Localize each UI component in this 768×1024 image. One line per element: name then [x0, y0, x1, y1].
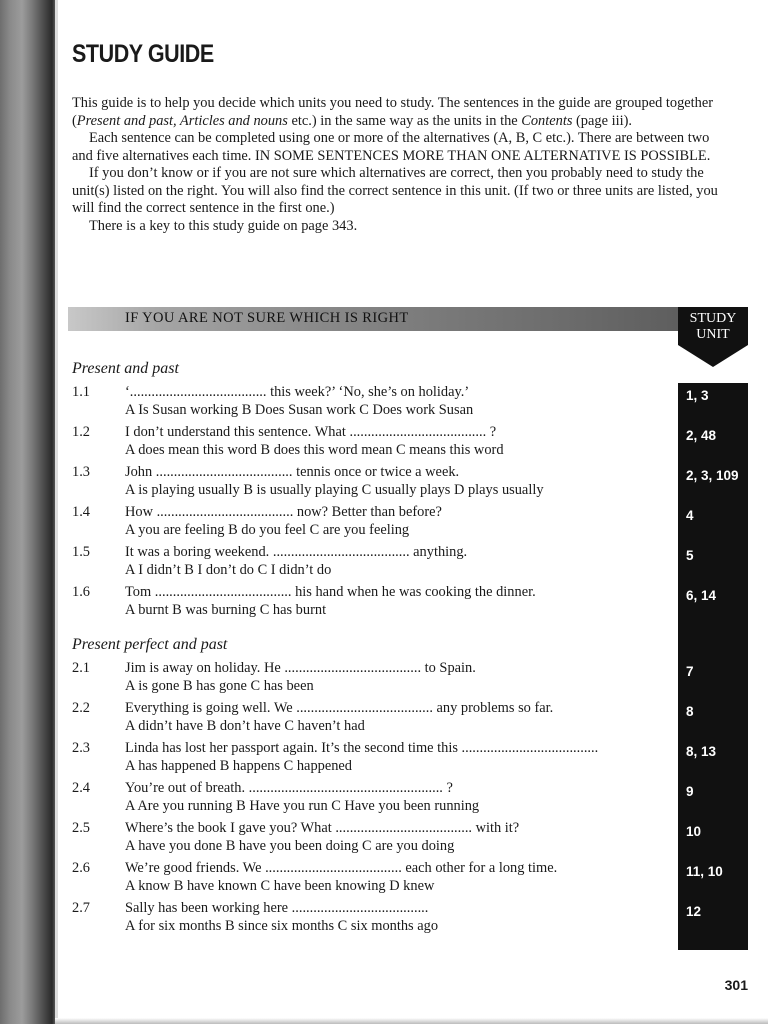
question-number: 1.1: [72, 384, 90, 400]
question-text: You’re out of breath. ...................................................... ?: [125, 780, 453, 796]
section-heading-present-and-past: Present and past: [72, 360, 179, 377]
question-text: Where’s the book I gave you? What ...................................... with it?: [125, 820, 520, 836]
book-spine-shadow: [0, 0, 55, 1024]
intro-paragraph-4: There is a key to this study guide on page 343.: [89, 217, 358, 234]
study-unit-ref: 7: [686, 664, 694, 679]
study-unit-ref: 2, 48: [686, 428, 717, 443]
question-options: A have you done B have you been doing C are you doing: [125, 838, 455, 854]
study-unit-ref: 6, 14: [686, 588, 717, 603]
study-unit-ref: 9: [686, 784, 694, 799]
page-number: 301: [724, 977, 748, 993]
question-options: A for six months B since six months C six months ago: [125, 918, 439, 934]
study-unit-ref: 8: [686, 704, 694, 719]
study-unit-ref: 10: [686, 824, 702, 839]
question-number: 1.4: [72, 504, 90, 520]
study-unit-ref: 11, 10: [686, 864, 723, 879]
intro-paragraph-1: This guide is to help you decide which units you need to study. The sentences in the guide are grouped together (Present and past, Articles and nouns etc.) in the same way as the units in the Contents (page iii).: [72, 95, 714, 129]
study-unit-ref: 5: [686, 548, 694, 563]
study-unit-ref: 8, 13: [686, 744, 717, 759]
question-text: I don’t understand this sentence. What ...................................... ?: [125, 424, 497, 440]
section-heading-present-perfect-and-past: Present perfect and past: [72, 636, 228, 653]
study-unit-header-line1: STUDY: [689, 311, 737, 326]
question-number: 2.5: [72, 820, 90, 836]
study-unit-ref: 2, 3, 109: [686, 468, 739, 483]
question-number: 2.6: [72, 860, 90, 876]
study-unit-arrow: [678, 345, 748, 367]
question-number: 2.3: [72, 740, 90, 756]
question-number: 1.5: [72, 544, 90, 560]
question-text: How ...................................... now? Better than before?: [125, 504, 442, 520]
banner-heading: IF YOU ARE NOT SURE WHICH IS RIGHT: [125, 310, 409, 326]
intro-text: [72, 95, 722, 235]
question-options: A know B have known C have been knowing D knew: [125, 878, 435, 894]
question-text: Tom ...................................... his hand when he was cooking the dinner.: [125, 584, 536, 600]
question-options: A has happened B happens C happened: [125, 758, 352, 774]
question-options: A burnt B was burning C has burnt: [125, 602, 327, 618]
question-options: A didn’t have B don’t have C haven’t had: [125, 718, 365, 734]
question-text: We’re good friends. We ...................................... each other for a long time.: [125, 860, 558, 876]
question-text: Jim is away on holiday. He ...................................... to Spain.: [125, 660, 476, 676]
question-options: A Is Susan working B Does Susan work C Does work Susan: [125, 402, 474, 418]
question-text: Sally has been working here ......................................: [125, 900, 429, 916]
question-text: Everything is going well. We ...................................... any problems so far.: [125, 700, 554, 716]
question-number: 2.7: [72, 900, 90, 916]
question-options: A is playing usually B is usually playing C usually plays D plays usually: [125, 482, 544, 498]
study-unit-header: [678, 307, 748, 345]
question-number: 2.4: [72, 780, 90, 796]
question-options: A I didn’t B I don’t do C I didn’t do: [125, 562, 332, 578]
question-number: 1.3: [72, 464, 90, 480]
question-text: ‘...................................... this week?’ ‘No, she’s on holiday.’: [125, 384, 470, 400]
study-unit-header-line2: UNIT: [696, 327, 730, 342]
question-number: 2.2: [72, 700, 90, 716]
question-options: A you are feeling B do you feel C are you feeling: [125, 522, 410, 538]
intro-paragraph-3: If you don’t know or if you are not sure which alternatives are correct, then you probably need to study the unit(s) listed on the right. You will also find the correct sentence in this unit. (If two or three units are listed, you will find the correct sentence in the first one.): [72, 165, 718, 216]
question-text: Linda has lost her passport again. It’s the second time this ......................................: [125, 740, 599, 756]
page-title: STUDY GUIDE: [72, 40, 214, 68]
question-number: 2.1: [72, 660, 90, 676]
question-text: It was a boring weekend. ...................................... anything.: [125, 544, 468, 560]
page-bottom-edge: [55, 1018, 768, 1024]
study-unit-ref: 1, 3: [686, 388, 709, 403]
question-options: A Are you running B Have you run C Have you been running: [125, 798, 480, 814]
question-text: John ...................................... tennis once or twice a week.: [125, 464, 460, 480]
question-number: 1.2: [72, 424, 90, 440]
question-number: 1.6: [72, 584, 90, 600]
question-options: A is gone B has gone C has been: [125, 678, 314, 694]
study-unit-ref: 12: [686, 904, 702, 919]
question-options: A does mean this word B does this word mean C means this word: [125, 442, 504, 458]
study-unit-ref: 4: [686, 508, 694, 523]
page-edge: [55, 0, 58, 1024]
intro-paragraph-2: Each sentence can be completed using one or more of the alternatives (A, B, C etc.). There are between two and five alternatives each time. IN SOME SENTENCES MORE THAN ONE ALTERNATIVE IS POSSIBLE.: [72, 130, 711, 164]
